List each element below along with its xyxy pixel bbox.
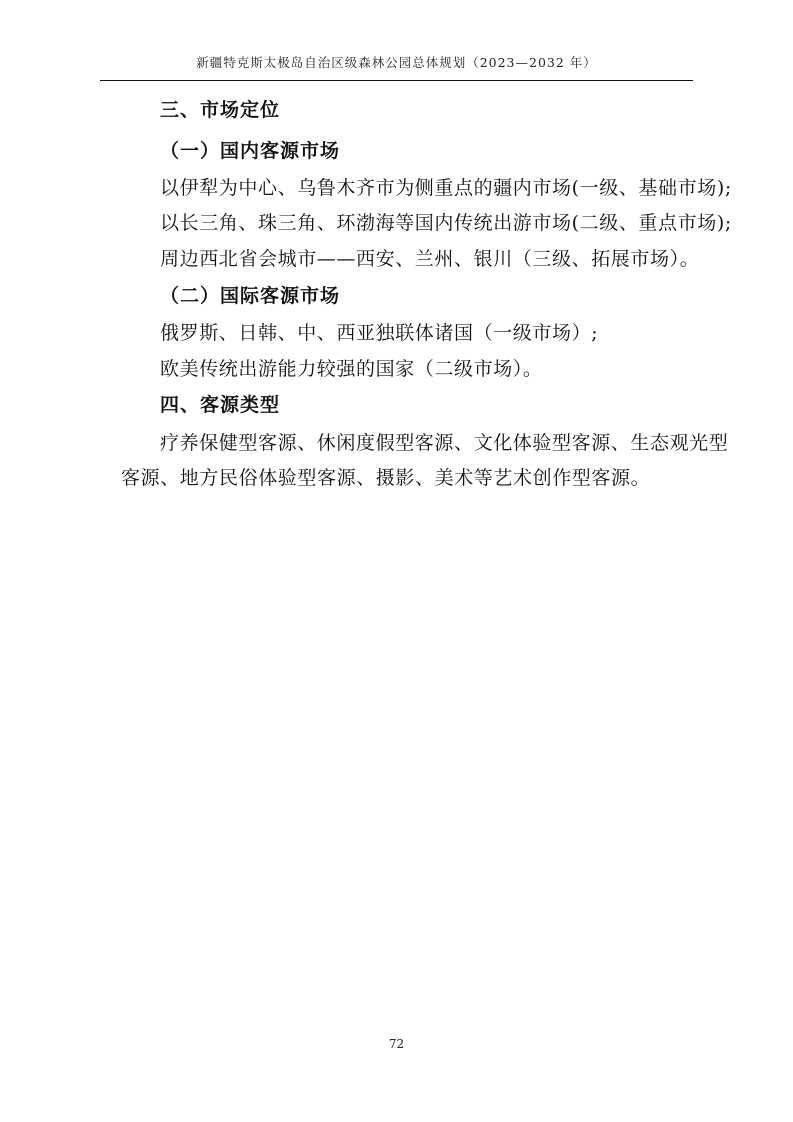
international-market-line: 俄罗斯、日韩、中、西亚独联体诸国（一级市场）;	[160, 322, 599, 344]
domestic-market-line: 以伊犁为中心、乌鲁木齐市为侧重点的疆内市场(一级、基础市场);	[160, 177, 732, 199]
section-heading-market-positioning: 三、市场定位	[160, 99, 281, 121]
header-divider	[100, 80, 693, 81]
domestic-market-line: 以长三角、珠三角、环渤海等国内传统出游市场(二级、重点市场);	[160, 212, 732, 234]
subsection-heading-domestic: （一）国内客源市场	[160, 140, 341, 162]
document-title-header: 新疆特克斯太极岛自治区级森林公园总体规划（2023—2032 年）	[196, 55, 597, 70]
section-heading-source-types: 四、客源类型	[160, 394, 281, 416]
domestic-market-line: 周边西北省会城市——西安、兰州、银川（三级、拓展市场）。	[160, 248, 700, 270]
subsection-heading-international: （二）国际客源市场	[160, 285, 341, 307]
source-types-paragraph-line: 客源、地方民俗体验型客源、摄影、美术等艺术创作型客源。	[121, 467, 651, 489]
international-market-line: 欧美传统出游能力较强的国家（二级市场）。	[160, 358, 543, 380]
page-number: 72	[388, 1037, 405, 1051]
source-types-paragraph-line: 疗养保健型客源、休闲度假型客源、文化体验型客源、生态观光型	[160, 432, 729, 454]
